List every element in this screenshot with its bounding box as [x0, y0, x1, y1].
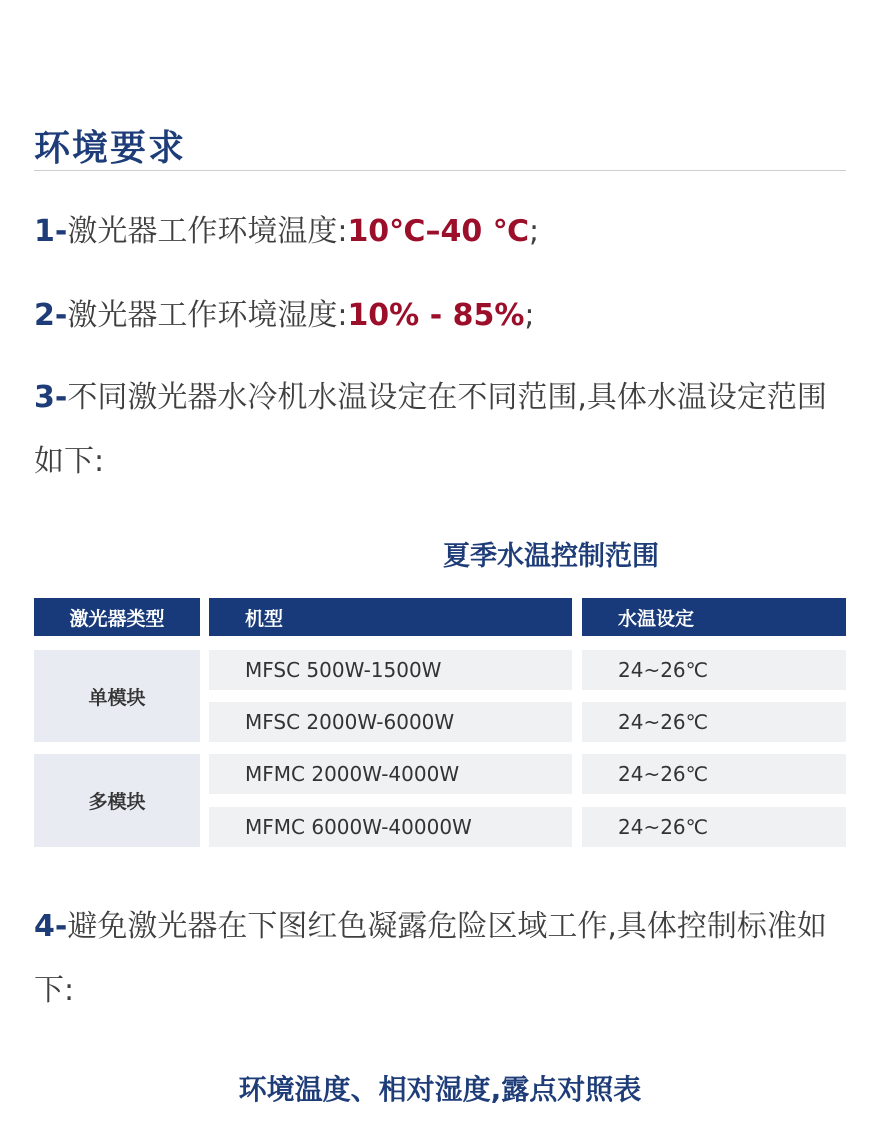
item-value: 10% - 85%	[347, 298, 525, 333]
table-row-temp: 24~26℃	[582, 754, 846, 794]
item-number: 1-	[34, 214, 68, 249]
table-row-model: MFMC 2000W-4000W	[209, 754, 572, 794]
requirement-item-2	[34, 284, 849, 348]
title-divider	[34, 170, 846, 171]
table-row-temp: 24~26℃	[582, 702, 846, 742]
table-row-temp: 24~26℃	[582, 650, 846, 690]
group-single-module: 单模块	[34, 650, 200, 742]
dew-point-table-title: 环境温度、相对湿度,露点对照表	[238, 1073, 642, 1106]
requirement-item-3	[34, 366, 849, 494]
item-text: 激光器工作环境湿度:	[67, 298, 348, 333]
item-number: 4-	[34, 909, 68, 944]
item-value: 10℃–40 ℃	[347, 214, 530, 249]
table-row-model: MFMC 6000W-40000W	[209, 807, 572, 847]
requirement-item-1	[34, 200, 849, 264]
item-end: ;	[529, 214, 540, 249]
item-text: 激光器工作环境温度:	[67, 214, 348, 249]
table-row-temp: 24~26℃	[582, 807, 846, 847]
header-laser-type: 激光器类型	[34, 598, 200, 636]
table-row-model: MFSC 500W-1500W	[209, 650, 572, 690]
item-text: 避免激光器在下图红色凝露危险区域工作,具体控制标准如下:	[34, 909, 827, 1008]
requirement-item-4	[34, 895, 849, 1023]
table-row-model: MFSC 2000W-6000W	[209, 702, 572, 742]
item-end: ;	[524, 298, 535, 333]
item-number: 3-	[34, 380, 68, 415]
header-water-temp: 水温设定	[582, 598, 846, 636]
item-number: 2-	[34, 298, 68, 333]
item-text: 不同激光器水冷机水温设定在不同范围,具体水温设定范围如下:	[34, 380, 827, 479]
table-title: 夏季水温控制范围	[443, 541, 659, 572]
section-title: 环境要求	[34, 128, 187, 169]
group-multi-module: 多模块	[34, 754, 200, 847]
header-model: 机型	[209, 598, 572, 636]
